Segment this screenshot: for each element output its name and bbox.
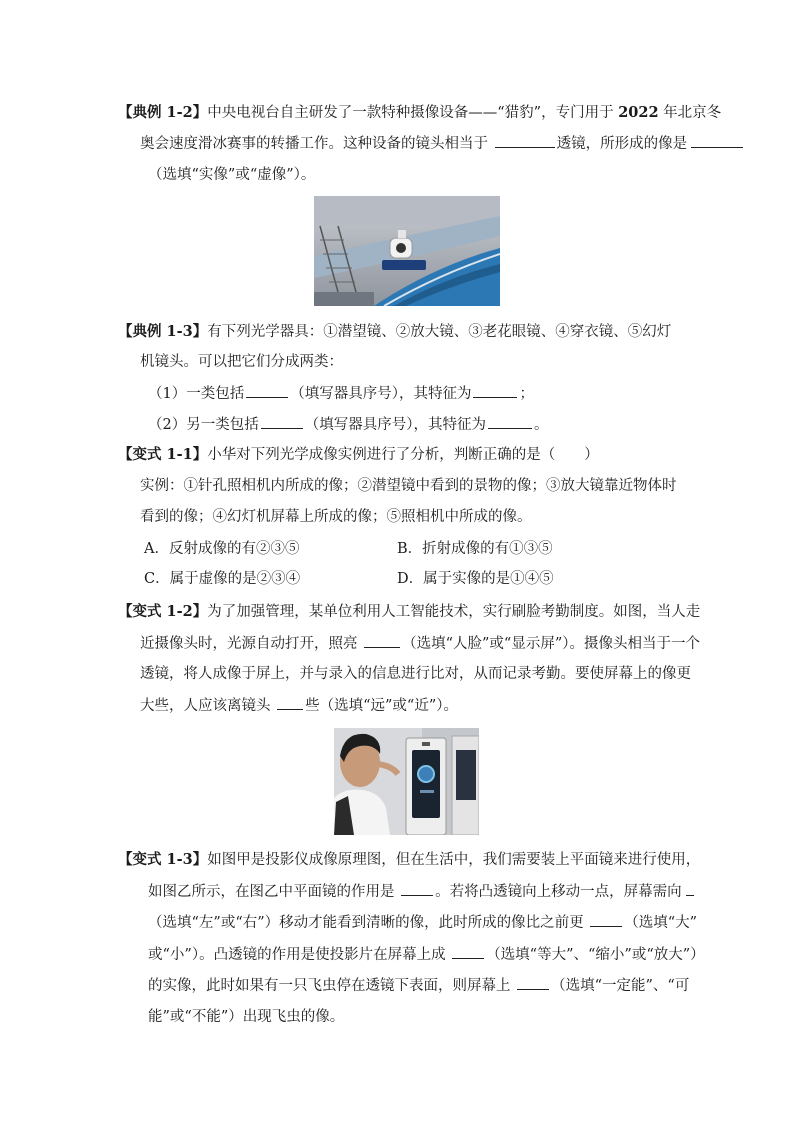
- q3-option-b[interactable]: B．折射成像的有①③⑤: [397, 541, 553, 557]
- q5-blank-bug-image[interactable]: [517, 975, 549, 990]
- q3-option-d[interactable]: D．属于实像的是①④⑤: [397, 571, 554, 587]
- q3-option-c[interactable]: C．属于虚像的是②③④: [144, 571, 301, 587]
- q5-line2: [148, 881, 696, 902]
- q1-year: 2022: [618, 104, 659, 121]
- q5-blank-mirror-role[interactable]: [401, 881, 433, 896]
- q4-text2b: （选填“人脸”或“显示屏”）。摄像头相当于一个: [402, 636, 701, 652]
- q4-text2a: 近摄像头时，光源自动打开，照亮: [140, 636, 363, 652]
- q5-text3b: （选填“大”: [624, 915, 698, 931]
- q2-line4: [148, 414, 548, 435]
- q5-text3a: （选填“左”或“右”）移动才能看到清晰的像，此时所成的像比之前更: [148, 915, 589, 931]
- q4-text4a: 大些，人应该离镜头: [140, 698, 276, 714]
- q2-text4c: 。: [533, 417, 549, 433]
- q3-text1: 小华对下列光学成像实例进行了分析，判断正确的是（ ）: [207, 447, 599, 463]
- q5-line4: [148, 944, 705, 965]
- q2-tag: 【典例 1-3】: [118, 323, 208, 340]
- q5-text4b: （选填“等大”、“缩小”或“放大”）: [486, 947, 705, 963]
- q5-line6: 能”或“不能”）出现飞虫的像。: [148, 1009, 345, 1025]
- q5-line5: [148, 975, 689, 996]
- q2-text3c: ；: [519, 386, 534, 402]
- q1-line2: [140, 133, 745, 154]
- q2-text1: 有下列光学器具：①潜望镜、②放大镜、③老花眼镜、④穿衣镜、⑤幻灯: [207, 324, 672, 340]
- q5-blank-direction[interactable]: [686, 881, 694, 896]
- q3-line2: 实例：①针孔照相机内所成的像；②潜望镜中看到的景物的像；③放大镜靠近物体时: [140, 478, 677, 494]
- q5-text2b: 。若将凸透镜向上移动一点，屏幕需向: [435, 884, 682, 900]
- q5-line3: [148, 912, 697, 933]
- q4-line3: 透镜，将人成像于屏上，并与录入的信息进行比对，从而记录考勤。要使屏幕上的像更: [140, 666, 691, 682]
- q2-line2: 机镜头。可以把它们分成两类：: [140, 354, 343, 370]
- q1-text2b: 透镜，所形成的像是: [556, 136, 688, 152]
- q1-line3: （选填“实像”或“虚像”）。: [148, 167, 316, 183]
- q3-line1: [118, 445, 599, 465]
- q2-blank-group1-items[interactable]: [246, 383, 288, 398]
- q2-text4b: （填写器具序号），其特征为: [304, 417, 486, 433]
- q4-text4b: 些（选填“远”或“近”）。: [305, 698, 459, 714]
- face-recognition-photo: [334, 728, 479, 835]
- q4-line2: [140, 633, 700, 654]
- q1-tag: 【典例 1-2】: [118, 104, 208, 121]
- q1-blank-lens-type[interactable]: [495, 133, 555, 148]
- q5-blank-image-kind[interactable]: [452, 944, 484, 959]
- q2-text4a: （2）另一类包括: [148, 417, 259, 433]
- q5-blank-size[interactable]: [590, 912, 622, 927]
- q4-line1: [118, 602, 700, 622]
- q2-blank-group1-feature[interactable]: [473, 383, 517, 398]
- q2-blank-group2-items[interactable]: [261, 414, 303, 429]
- q5-text2a: 如图乙所示，在图乙中平面镜的作用是: [148, 884, 400, 900]
- q3-line3: 看到的像；④幻灯机屏幕上所成的像；⑤照相机中所成的像。: [140, 509, 532, 525]
- q5-text5b: （选填“一定能”、“可: [551, 978, 690, 994]
- q1-text2a: 奥会速度滑冰赛事的转播工作。这种设备的镜头相当于: [140, 136, 493, 152]
- q1-text1-end: 年北京冬: [658, 105, 722, 121]
- q1-line1: [118, 103, 721, 123]
- q5-text4a: 或“小”）。凸透镜的作用是使投影片在屏幕上成: [148, 947, 451, 963]
- cheetah-camera-photo: [314, 196, 500, 306]
- q4-text1: 为了加强管理，某单位利用人工智能技术，实行刷脸考勤制度。如图，当人走: [207, 604, 701, 620]
- q2-text3b: （填写器具序号），其特征为: [290, 386, 472, 402]
- q4-blank-distance[interactable]: [277, 695, 303, 710]
- q2-line1: [118, 322, 671, 342]
- q2-blank-group2-feature[interactable]: [488, 414, 532, 429]
- q2-text3a: （1）一类包括: [148, 386, 245, 402]
- q3-option-a[interactable]: A．反射成像的有②③⑤: [144, 541, 300, 557]
- q4-line4: [140, 695, 458, 716]
- q4-tag: 【变式 1-2】: [118, 603, 208, 620]
- q5-text5a: 的实像，此时如果有一只飞虫停在透镜下表面，则屏幕上: [148, 978, 516, 994]
- q2-line3: [148, 383, 534, 404]
- q3-tag: 【变式 1-1】: [118, 446, 208, 463]
- q1-text1: 中央电视台自主研发了一款特种摄像设备——“猎豹”，专门用于: [207, 105, 619, 121]
- q5-line1: [118, 850, 700, 870]
- q5-tag: 【变式 1-3】: [118, 851, 208, 868]
- q1-blank-image-type[interactable]: [691, 133, 743, 148]
- q4-blank-illuminate[interactable]: [364, 633, 400, 648]
- q5-text1: 如图甲是投影仪成像原理图，但在生活中，我们需要装上平面镜来进行使用，: [207, 852, 701, 868]
